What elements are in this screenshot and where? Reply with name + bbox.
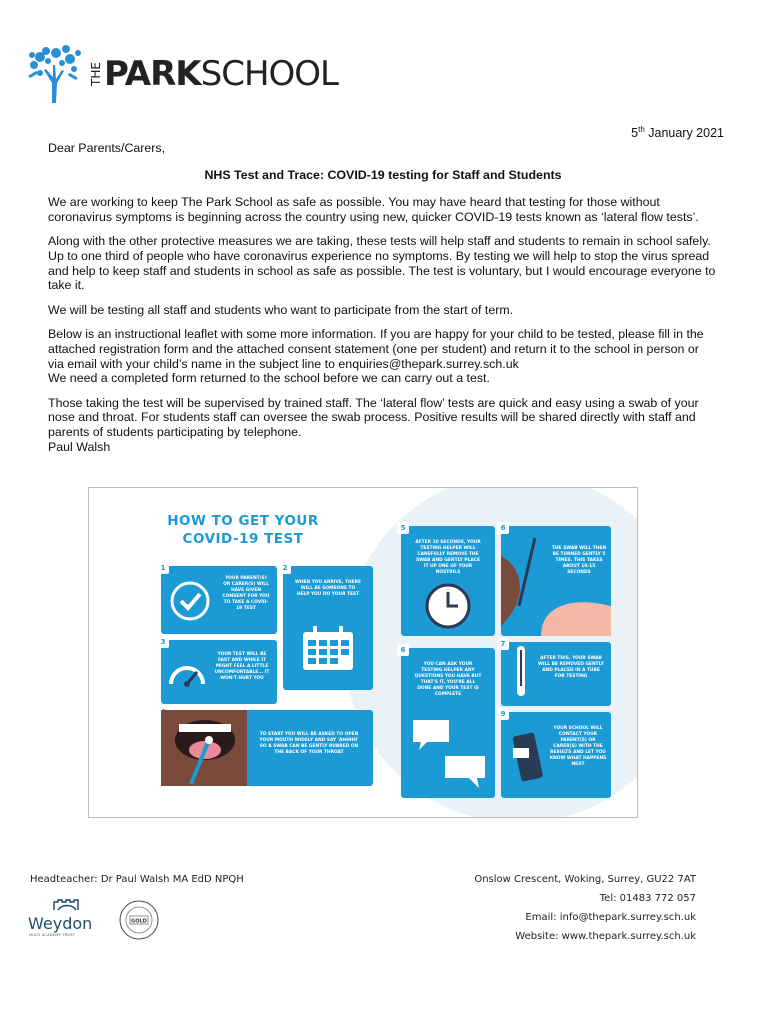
letter-body xyxy=(48,141,718,464)
step-panel-2: 2 WHEN YOU ARRIVE, THERE WILL BE SOMEONE TO HELP YOU DO YOUR TEST xyxy=(283,566,373,690)
logo-school-text: SCHOOL xyxy=(200,54,338,94)
step-text: AFTER THIS, YOUR SWAB WILL BE REMOVED GENTLY AND PLACED IN A TUBE FOR TESTING xyxy=(538,656,604,679)
step-panel-5: 5 AFTER 10 SECONDS, YOUR TESTING HELPER WILL CAREFULLY REMOVE THE SWAB AND GENTLY PLACE IT UP ONE OF YOUR NOSTRILS xyxy=(401,526,495,636)
checkmark-icon xyxy=(167,578,213,624)
tree-icon xyxy=(26,43,84,105)
paragraph: Below is an instructional leaflet with some more information. If you are happy for your child to be tested, please fill in the attached registration form and the attached consent statement (one per student) and return it to the school in person or via email with your child’s name in the subject line to enquiries@thepark.surrey.sch.uk xyxy=(48,327,704,371)
step-panel-3: 3 YOUR TEST WILL BE FAST AND WHILE IT MIGHT FEEL A LITTLE UNCOMFORTABLE... IT WON'T HURT YOU xyxy=(161,640,277,704)
open-mouth-icon xyxy=(161,710,247,786)
step-panel-7: 7 AFTER THIS, YOUR SWAB WILL BE REMOVED GENTLY AND PLACED IN A TUBE FOR TESTING xyxy=(501,642,611,706)
step-text: TO START YOU WILL BE ASKED TO OPEN YOUR MOUTH WIDELY AND SAY 'AHHHH' SO A SWAB CAN BE GENTLY RUBBED ON THE BACK OF YOUR THROAT xyxy=(259,732,359,755)
step-text: WHEN YOU ARRIVE, THERE WILL BE SOMEONE TO HELP YOU DO YOUR TEST xyxy=(295,580,362,597)
step-panel-6-nose: 6 THE SWAB WILL THEN BE TURNED GENTLY 5 TIMES. THIS TAKES ABOUT 10-15 SECONDS xyxy=(501,526,611,636)
weydon-logo: Weydon MULTI ACADEMY TRUST xyxy=(28,898,108,942)
step-text: THE SWAB WILL THEN BE TURNED GENTLY 5 TIMES. THIS TAKES ABOUT 10-15 SECONDS xyxy=(551,546,607,575)
paragraph: We need a completed form returned to the school before we can carry out a test. xyxy=(48,371,490,386)
nose-swab-icon xyxy=(501,526,611,636)
gold-award-badge xyxy=(117,899,161,941)
weydon-crest-icon xyxy=(52,898,82,912)
letter-heading: NHS Test and Trace: COVID-19 testing for Staff and Students xyxy=(204,167,562,182)
step-panel-4 xyxy=(161,710,373,786)
swab-tube-icon xyxy=(511,646,531,702)
signoff: Paul Walsh xyxy=(48,439,111,454)
gauge-icon xyxy=(167,654,207,694)
phone-icon xyxy=(511,732,545,784)
covid-test-leaflet xyxy=(88,487,638,818)
step-panel-9: 9 YOUR SCHOOL WILL CONTACT YOUR PARENT(S) OR CARER(S) WITH THE RESULTS AND LET YOU KNOW WHAT HAPPENS NEXT xyxy=(501,712,611,798)
step-text: YOUR TEST WILL BE FAST AND WHILE IT MIGHT FEEL A LITTLE UNCOMFORTABLE... IT WON'T HURT YOU xyxy=(214,652,270,681)
school-logo xyxy=(26,42,338,106)
step-text: YOU CAN ASK YOUR TESTING HELPER ANY QUESTIONS YOU HAVE BUT THAT'S IT, YOU'RE ALL DONE AND YOUR TEST IS COMPLETE xyxy=(414,662,482,697)
svg-text:GOLD: GOLD xyxy=(131,918,147,925)
speech-bubbles-icon xyxy=(409,714,489,794)
step-text: YOUR SCHOOL WILL CONTACT YOUR PARENT(S) OR CARER(S) WITH THE RESULTS AND LET YOU KNOW WHAT HAPPENS NEXT xyxy=(549,726,607,767)
address-text: Onslow Crescent, Woking, Surrey, GU22 7AT xyxy=(474,874,696,885)
paragraph: Along with the other protective measures we are taking, these tests will help staff and students to remain in school safely. Up to one third of people who have coronavirus experience no symptoms. By testing we will help to stop the virus spread and help to keep staff and students in school as safe as possible. The test is voluntary, but I would encourage everyone to take it. xyxy=(48,234,716,293)
paragraph: We will be testing all staff and students who want to participate from the start of term. xyxy=(48,302,514,317)
logo-park-text: PARK xyxy=(104,54,201,94)
leaflet-title: HOW TO GET YOUR COVID-19 TEST xyxy=(167,513,319,547)
step-text: YOUR PARENT(S) OR CARER(S) WILL HAVE GIVEN CONSENT FOR YOU TO TAKE A COVID-19 TEST xyxy=(222,576,270,611)
email-text: Email: info@thepark.surrey.sch.uk xyxy=(525,912,696,923)
paragraph: Those taking the test will be supervised by trained staff. The ‘lateral flow’ tests are quick and easy using a swab of your nose and throat. For students staff can oversee the swab process. Positive results will be shared directly with staff and parents of students participating by telephone. xyxy=(48,395,699,439)
calendar-icon xyxy=(301,626,355,672)
letter-date: 5th January 2021 xyxy=(631,125,724,141)
paragraph: We are working to keep The Park School as safe as possible. You may have heard that testing for those without coronavirus symptoms is beginning across the country using new, quicker COVID-19 tests known as ‘lateral flow tests’. xyxy=(48,195,699,224)
headteacher-text: Headteacher: Dr Paul Walsh MA EdD NPQH xyxy=(30,874,244,885)
logo-the-text: THE xyxy=(89,62,103,86)
salutation: Dear Parents/Carers, xyxy=(48,141,166,155)
telephone-text: Tel: 01483 772 057 xyxy=(599,893,696,904)
step-panel-6-questions: 6 YOU CAN ASK YOUR TESTING HELPER ANY QUESTIONS YOU HAVE BUT THAT'S IT, YOU'RE ALL DONE AND YOUR TEST IS COMPLETE xyxy=(401,648,495,798)
clock-icon xyxy=(424,582,472,630)
website-text: Website: www.thepark.surrey.sch.uk xyxy=(515,931,696,942)
step-panel-1: 1 YOUR PARENT(S) OR CARER(S) WILL HAVE GIVEN CONSENT FOR YOU TO TAKE A COVID-19 TEST xyxy=(161,566,277,634)
step-text: AFTER 10 SECONDS, YOUR TESTING HELPER WILL CAREFULLY REMOVE THE SWAB AND GENTLY PLACE IT UP ONE OF YOUR NOSTRILS xyxy=(415,540,481,575)
